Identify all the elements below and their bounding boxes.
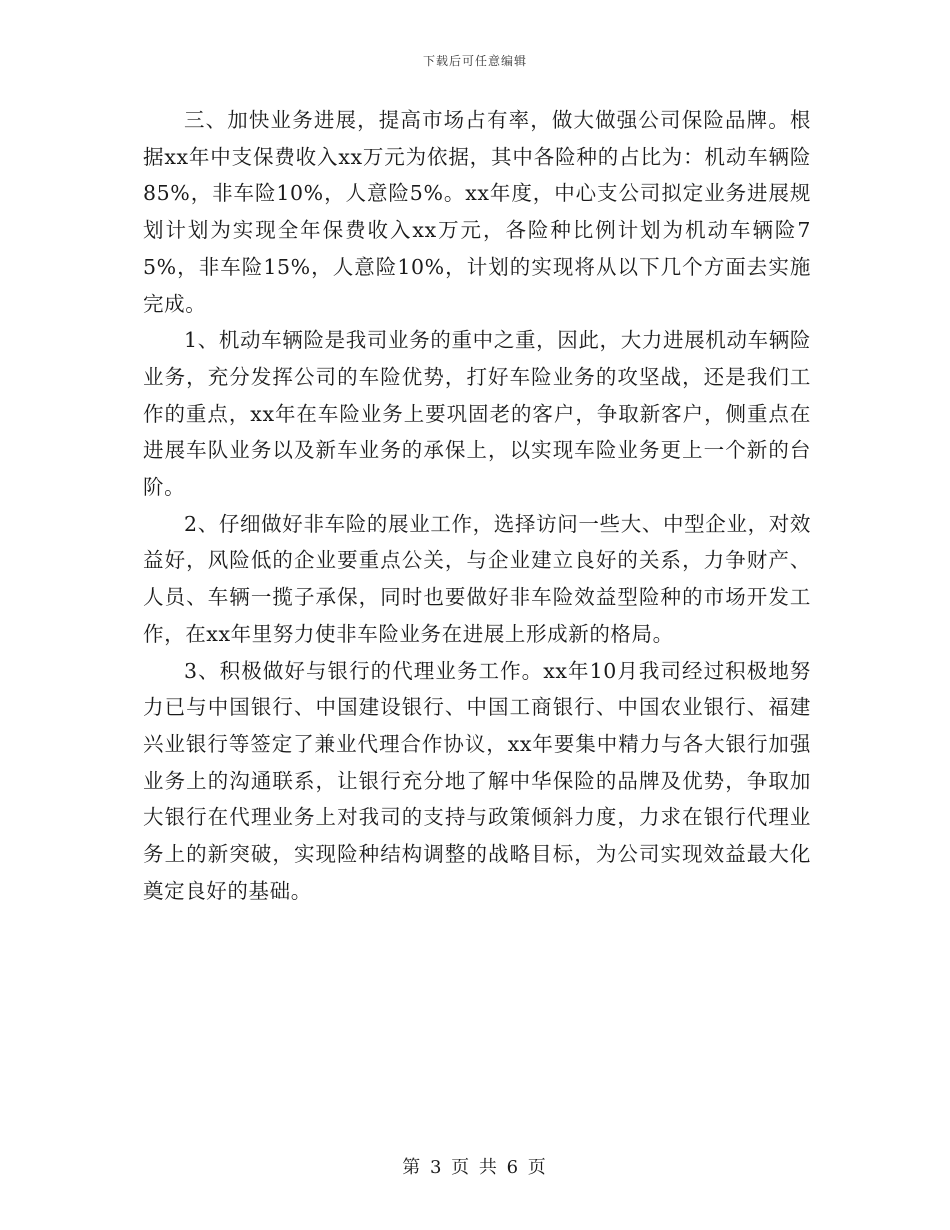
paragraph-item-three: 3、积极做好与银行的代理业务工作。xx年10月我司经过积极地努力已与中国银行、中国建设银行、中国工商银行、中国农业银行、福建兴业银行等签定了兼业代理合作协议，xx年要集中精力与各大银行加强业务上的沟通联系，让银行充分地了解中华保险的品牌及优势，争取加大银行在代理业务上对我司的支持与政策倾斜力度，力求在银行代理业务上的新突破，实现险种结构调整的战略目标，为公司实现效益最大化奠定良好的基础。 [143, 658, 811, 903]
paragraph-section-three: 三、加快业务进展，提高市场占有率，做大做强公司保险品牌。根据xx年中支保费收入xx万元为依据，其中各险种的占比为：机动车辆险85%，非车险10%，人意险5%。xx年度，中心支公司拟定业务进展规划计划为实现全年保费收入xx万元，各险种比例计划为机动车辆险75%，非车险15%，人意险10%，计划的实现将从以下几个方面去实施完成。 [143, 108, 811, 316]
document-body [143, 102, 811, 909]
page-header: 下载后可任意编辑 [422, 54, 527, 68]
paragraph-item-two: 2、仔细做好非车险的展业工作，选择访问一些大、中型企业，对效益好，风险低的企业要重点公关，与企业建立良好的关系，力争财产、人员、车辆一揽子承保，同时也要做好非车险效益型险种的市场开发工作，在xx年里努力使非车险业务在进展上形成新的格局。 [143, 511, 811, 646]
paragraph-item-one: 1、机动车辆险是我司业务的重中之重，因此，大力进展机动车辆险业务，充分发挥公司的车险优势，打好车险业务的攻坚战，还是我们工作的重点，xx年在车险业务上要巩固老的客户，争取新客户，侧重点在进展车队业务以及新车业务的承保上，以实现车险业务更上一个新的台阶。 [143, 328, 811, 500]
page-number-footer: 第 3 页 共 6 页 [402, 1157, 548, 1178]
